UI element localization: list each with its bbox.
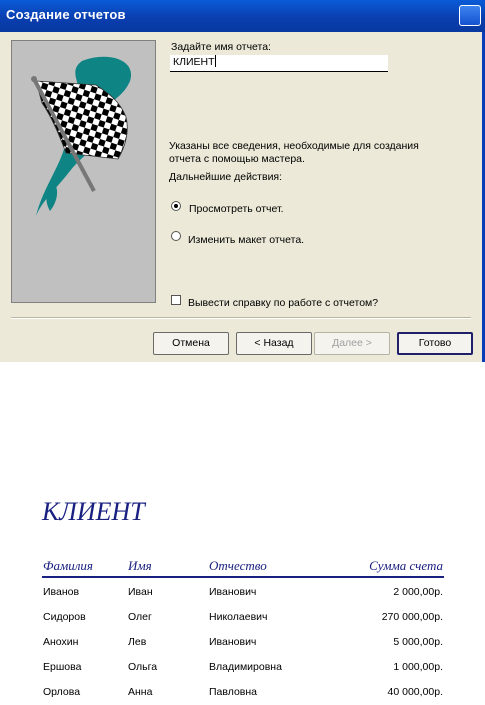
report-name-label: Задайте имя отчета:	[171, 41, 271, 53]
title-bar[interactable]	[0, 0, 485, 32]
header-rule	[42, 576, 444, 578]
column-header-lastname: Фамилия	[43, 558, 93, 573]
cell-patronymic: Николаевич	[209, 611, 268, 623]
column-header-patronymic: Отчество	[209, 558, 267, 573]
report-name-value: КЛИЕНТ	[173, 56, 215, 68]
cell-patronymic: Иванович	[209, 586, 257, 598]
column-header-firstname: Имя	[128, 558, 152, 573]
cancel-button[interactable]: Отмена	[153, 332, 229, 355]
report-title: КЛИЕНТ	[42, 497, 145, 526]
cell-patronymic: Иванович	[209, 636, 257, 648]
cell-lastname: Ершова	[43, 661, 82, 673]
cell-firstname: Анна	[128, 686, 153, 698]
info-text-line2: отчета с помощью мастера.	[169, 153, 305, 165]
cell-lastname: Орлова	[43, 686, 81, 698]
cell-firstname: Иван	[128, 586, 153, 598]
cell-amount: 5 000,00р.	[393, 636, 443, 648]
cell-amount: 2 000,00р.	[393, 586, 443, 598]
finish-button[interactable]: Готово	[397, 332, 473, 355]
cell-lastname: Анохин	[43, 636, 79, 648]
preview-report-radio[interactable]	[171, 201, 181, 211]
button-separator	[11, 317, 471, 319]
window-title: Создание отчетов	[6, 7, 126, 22]
cell-amount: 270 000,00р.	[381, 611, 443, 623]
cell-lastname: Сидоров	[43, 611, 86, 623]
help-checkbox-label[interactable]: Вывести справку по работе с отчетом?	[188, 297, 379, 309]
modify-layout-radio[interactable]	[171, 231, 181, 241]
title-bar-button[interactable]	[459, 5, 481, 26]
cell-firstname: Олег	[128, 611, 152, 623]
next-actions-label: Дальнейшие действия:	[169, 171, 283, 183]
cell-patronymic: Владимировна	[209, 661, 282, 673]
report-name-input[interactable]	[170, 55, 388, 72]
wizard-picture	[11, 40, 156, 303]
cell-firstname: Ольга	[128, 661, 158, 673]
checkered-flag-icon	[12, 41, 155, 302]
help-checkbox[interactable]	[171, 295, 181, 305]
cell-amount: 1 000,00р.	[393, 661, 443, 673]
cell-lastname: Иванов	[43, 586, 80, 598]
column-header-amount: Сумма счета	[369, 558, 443, 573]
cell-patronymic: Павловна	[209, 686, 258, 698]
preview-report-label[interactable]: Просмотреть отчет.	[189, 203, 284, 215]
cell-amount: 40 000,00р.	[387, 686, 443, 698]
info-text-line1: Указаны все сведения, необходимые для создания	[169, 140, 419, 152]
next-button[interactable]: Далее >	[314, 332, 390, 355]
back-button[interactable]: < Назад	[236, 332, 312, 355]
cell-firstname: Лев	[128, 636, 147, 648]
modify-layout-label[interactable]: Изменить макет отчета.	[188, 234, 305, 246]
